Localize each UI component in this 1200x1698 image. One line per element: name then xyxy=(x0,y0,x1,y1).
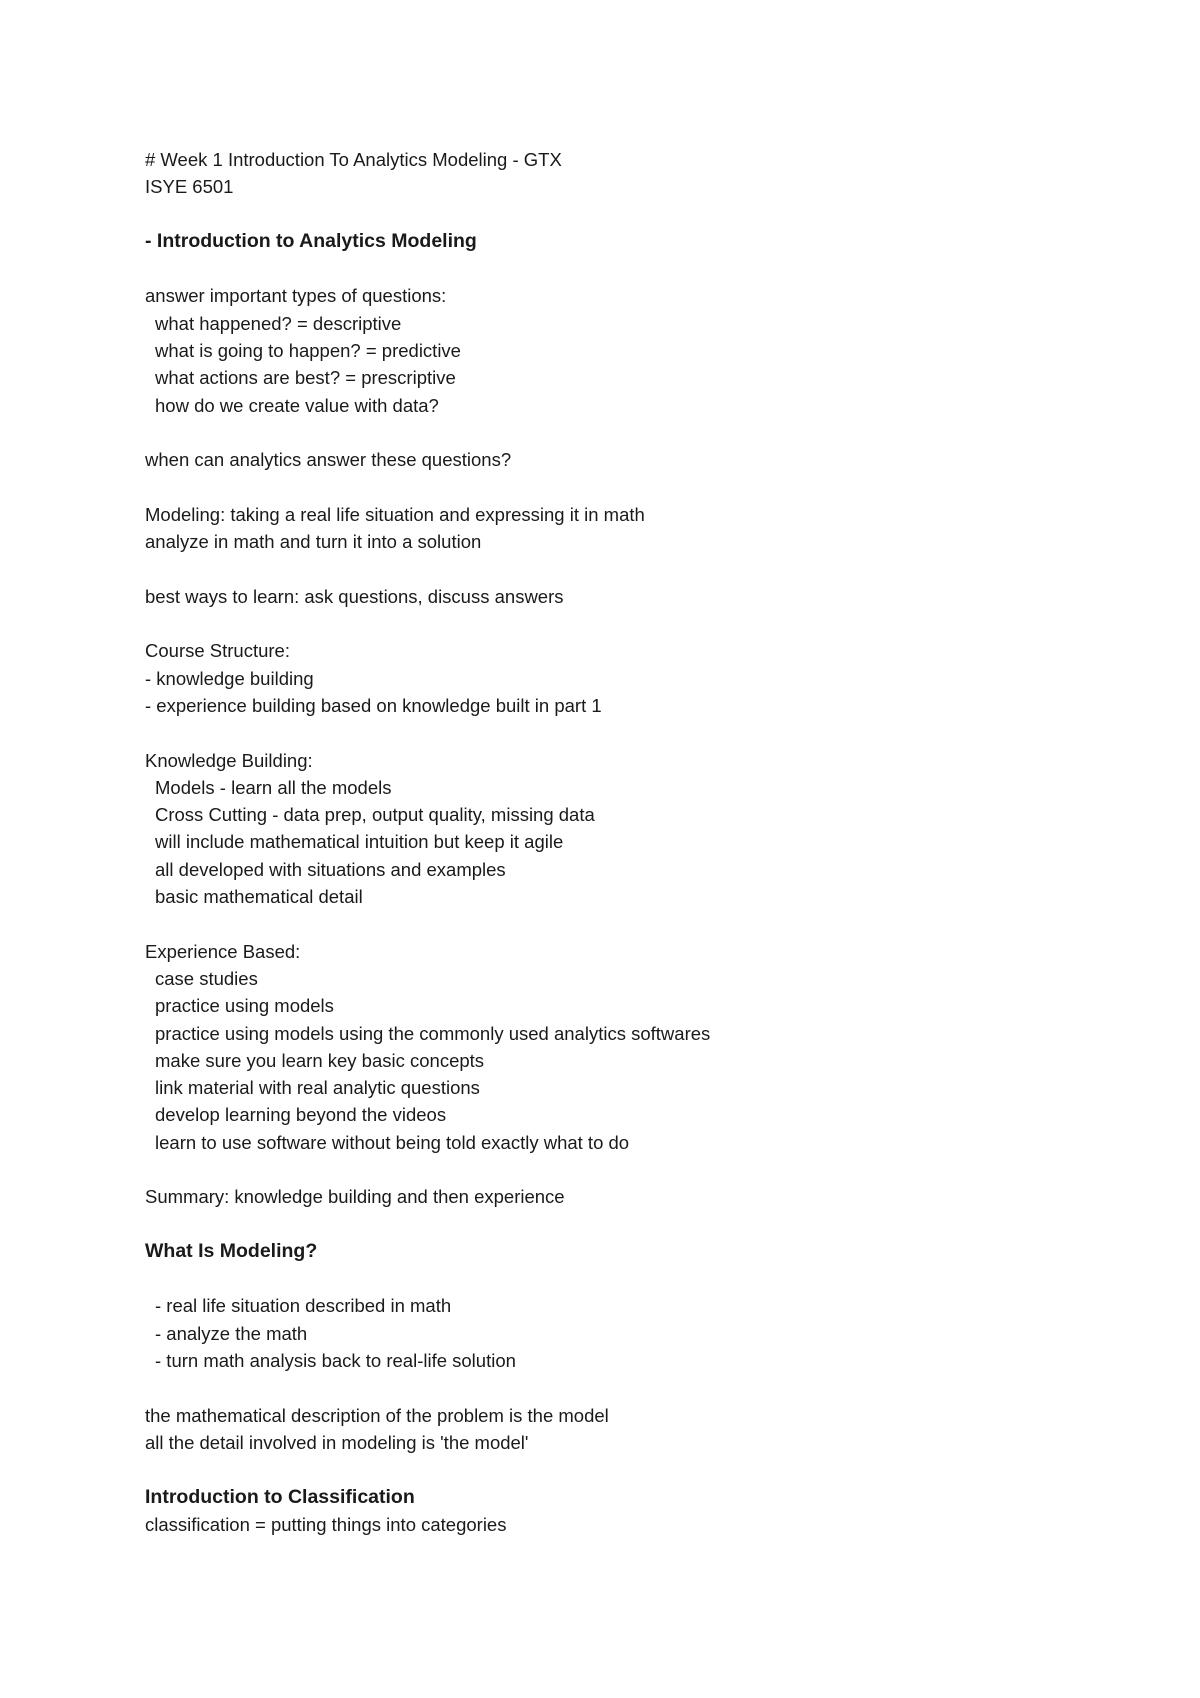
blank-line xyxy=(145,910,1105,937)
document-body xyxy=(145,146,1105,1538)
list-item: case studies xyxy=(155,967,258,989)
blank-line xyxy=(145,1456,1105,1483)
blank-line xyxy=(145,610,1105,637)
list-item: link material with real analytic questions xyxy=(155,1077,480,1099)
course-code: ISYE 6501 xyxy=(145,176,234,198)
list-item: - turn math analysis back to real-life solution xyxy=(155,1350,516,1372)
list-item: practice using models xyxy=(155,995,334,1017)
document-title: # Week 1 Introduction To Analytics Modeling - GTX xyxy=(145,149,562,170)
blank-line xyxy=(145,1265,1105,1292)
best-ways: best ways to learn: ask questions, discuss answers xyxy=(145,585,564,607)
blank-line xyxy=(145,255,1105,282)
course-structure-label: Course Structure: xyxy=(145,640,290,662)
list-item: what actions are best? = prescriptive xyxy=(155,367,456,389)
list-item: Models - learn all the models xyxy=(155,776,392,798)
blank-line xyxy=(145,719,1105,746)
list-item: how do we create value with data? xyxy=(155,394,439,416)
list-item: - knowledge building xyxy=(145,667,314,689)
list-item: develop learning beyond the videos xyxy=(155,1104,447,1126)
what-is-modeling-heading: What Is Modeling? xyxy=(145,1239,318,1262)
list-item: basic mathematical detail xyxy=(155,886,363,908)
when-question: when can analytics answer these questions? xyxy=(145,449,512,471)
questions-intro: answer important types of questions: xyxy=(145,285,447,307)
blank-line xyxy=(145,419,1105,446)
classification-heading: Introduction to Classification xyxy=(145,1485,415,1508)
blank-line xyxy=(145,555,1105,582)
modeling-definition-2: analyze in math and turn it into a solution xyxy=(145,531,482,553)
blank-line xyxy=(145,1156,1105,1183)
blank-line xyxy=(145,1211,1105,1238)
model-description: the mathematical description of the problem is the model xyxy=(145,1404,609,1426)
modeling-definition: Modeling: taking a real life situation and expressing it in math xyxy=(145,503,645,525)
intro-heading: - Introduction to Analytics Modeling xyxy=(145,229,477,252)
blank-line xyxy=(145,201,1105,228)
model-description-2: all the detail involved in modeling is 'the model' xyxy=(145,1431,529,1453)
list-item: practice using models using the commonly used analytics softwares xyxy=(155,1022,711,1044)
summary: Summary: knowledge building and then experience xyxy=(145,1186,565,1208)
blank-line xyxy=(145,1374,1105,1401)
list-item: what happened? = descriptive xyxy=(155,312,402,334)
list-item: Cross Cutting - data prep, output quality, missing data xyxy=(155,804,595,826)
list-item: - experience building based on knowledge built in part 1 xyxy=(145,694,602,716)
list-item: all developed with situations and examples xyxy=(155,858,506,880)
blank-line xyxy=(145,474,1105,501)
list-item: - real life situation described in math xyxy=(155,1295,452,1317)
list-item: learn to use software without being told exactly what to do xyxy=(155,1131,630,1153)
list-item: - analyze the math xyxy=(155,1322,308,1344)
list-item: make sure you learn key basic concepts xyxy=(155,1049,485,1071)
experience-label: Experience Based: xyxy=(145,940,301,962)
classification-definition: classification = putting things into categories xyxy=(145,1513,507,1535)
list-item: what is going to happen? = predictive xyxy=(155,340,461,362)
knowledge-label: Knowledge Building: xyxy=(145,749,313,771)
list-item: will include mathematical intuition but keep it agile xyxy=(155,831,564,853)
